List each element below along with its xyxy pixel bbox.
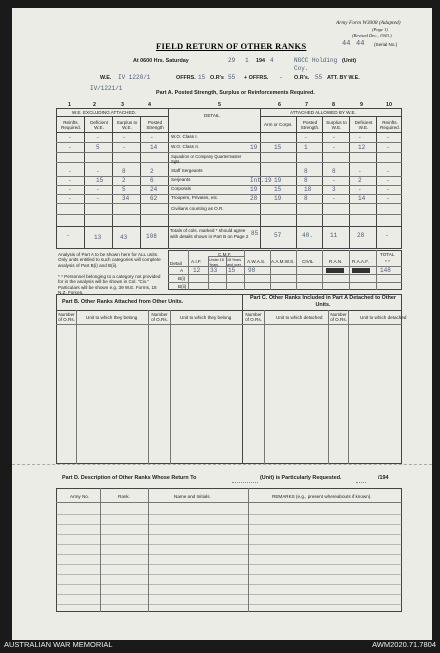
year-prefix: 194 bbox=[256, 58, 265, 64]
row-cell-c3: - bbox=[122, 144, 126, 151]
part-b-title: Part B. Other Ranks Attached from Other Units. bbox=[62, 299, 184, 305]
row-cell-c6: 19 bbox=[274, 195, 282, 202]
part-c-col-num: Number of O.Rs. bbox=[245, 312, 262, 322]
analysis-row-bi-label: B(i) bbox=[178, 276, 186, 281]
part-a-title: Part A. Posted Strength, Surplus or Reinforcements Required. bbox=[156, 90, 315, 96]
head-surplus: Surplus to W.E. bbox=[116, 120, 138, 130]
row-cell-c9: 12 bbox=[358, 144, 366, 151]
serial-label: (Serial No.) bbox=[374, 42, 398, 47]
offrs2-label: + OFFRS. bbox=[244, 75, 269, 81]
ors2-label: O.R's. bbox=[294, 75, 310, 81]
row-cell-c2: - bbox=[96, 195, 100, 202]
head-detail: DETAIL bbox=[204, 113, 220, 118]
redacted-ran bbox=[326, 268, 344, 273]
col-num-10: 10 bbox=[386, 102, 392, 108]
col-num-1: 1 bbox=[68, 102, 71, 108]
row-cell-c3: 2 bbox=[122, 177, 126, 184]
row-cell-c3: 34 bbox=[122, 195, 130, 202]
head-deficient-2: Deficient W.E. bbox=[354, 120, 373, 130]
row-cell-c5: Int.19 bbox=[250, 177, 272, 184]
head-reinfts-2: Reinfts. Required. bbox=[380, 120, 400, 130]
row-cell-c1: - bbox=[68, 168, 72, 175]
total-c4: 108 bbox=[146, 233, 157, 240]
row-cell-c4: 6 bbox=[150, 177, 154, 184]
analysis-head-awas: A.W.A.S. bbox=[247, 259, 266, 264]
total-c3: 43 bbox=[120, 234, 128, 241]
row-cell-c8: - bbox=[332, 177, 336, 184]
row-cell-c9: - bbox=[358, 168, 362, 175]
row-cell-c4: 2 bbox=[150, 168, 154, 175]
day-value: 29 bbox=[228, 57, 236, 64]
revised-ref: (Revised Dec., 1943.) bbox=[352, 33, 392, 38]
row-cell-c2: 15 bbox=[96, 177, 104, 184]
part-c-title: Part C. Other Ranks Included in Part A Detached to Other Units. bbox=[249, 295, 397, 308]
part-d-rule bbox=[56, 524, 402, 525]
row-divider bbox=[56, 185, 402, 186]
row-cell-c1: - bbox=[68, 144, 72, 151]
part-d-rule bbox=[56, 544, 402, 545]
analysis-note-2: * * Personnel belonging to a category not provided for in the analysis will be shown in Col. "Civ." Particulars will be shown e.g. 39 W.E. Forms, 18 N.Z. Forces. bbox=[58, 274, 161, 296]
cut-line bbox=[12, 464, 432, 465]
row-cell-c5: 28 bbox=[250, 195, 258, 202]
row-detail: Staff Sergeants bbox=[171, 168, 203, 173]
head-we-excl: W.E. EXCLUDING ATTACHED. bbox=[72, 110, 137, 115]
analysis-detail-label: Detail bbox=[170, 261, 182, 266]
row-divider bbox=[56, 203, 402, 204]
analysis-head-ran: R.A.N. bbox=[329, 259, 343, 264]
row-cell-c1: - bbox=[68, 195, 72, 202]
col-num-7: 7 bbox=[305, 102, 308, 108]
row-cell-c10: - bbox=[386, 195, 390, 202]
analysis-note-1: Analysis of Part A to be shown here for ALL units. Only units entitled to such categories will complete analysis of Part B(i) and B(ii). bbox=[58, 252, 161, 268]
analysis-cmf-label: C.M.F. bbox=[218, 252, 232, 257]
row-cell-c3: - bbox=[122, 134, 126, 141]
part-b-col-num-2: Number of O.Rs. bbox=[151, 312, 168, 322]
part-b-col-unit-2: Unit to which they belong bbox=[180, 315, 232, 320]
row-cell-c3: 5 bbox=[122, 186, 126, 193]
row-cell-c4: 14 bbox=[150, 144, 158, 151]
row-cell-c10: - bbox=[386, 168, 390, 175]
row-cell-c2: - bbox=[96, 186, 100, 193]
part-d-rule bbox=[56, 604, 402, 605]
row-cell-c1: - bbox=[68, 134, 72, 141]
part-d-title-b: (Unit) is Particularly Requested. bbox=[260, 475, 342, 481]
row-cell-c8: 8 bbox=[332, 168, 336, 175]
offrs-value: 15 bbox=[198, 74, 206, 81]
analysis-row-a-label: A bbox=[180, 268, 184, 273]
part-d-col-name: Name and Initials. bbox=[174, 494, 211, 499]
row-detail: Squadron or Company Quartermaster Sgts. bbox=[171, 154, 242, 164]
part-d-rule bbox=[56, 594, 402, 595]
total-c2: 13 bbox=[94, 234, 102, 241]
row-detail: W.O. Class I. bbox=[171, 134, 198, 139]
row-cell-c4: 24 bbox=[150, 186, 158, 193]
row-cell-c2: 5 bbox=[96, 144, 100, 151]
part-d-rule bbox=[56, 534, 402, 535]
total-c8: 11 bbox=[330, 232, 338, 239]
part-d-col-remarks: REMARKS (e.g., present whereabouts if known). bbox=[272, 494, 372, 499]
row-cell-c5: 19 bbox=[250, 186, 258, 193]
head-posted: Posted Strength bbox=[146, 120, 164, 130]
row-cell-c9: 14 bbox=[358, 195, 366, 202]
analysis-head-18plus: 18 Years and over. bbox=[227, 258, 242, 267]
col-num-2: 2 bbox=[93, 102, 96, 108]
row-cell-c10: - bbox=[386, 134, 390, 141]
row-cell-c6: 15 bbox=[274, 144, 282, 151]
year-suffix: 4 bbox=[270, 57, 274, 64]
row-cell-c8: - bbox=[332, 134, 336, 141]
row-detail: Troopers, Privates, etc. bbox=[171, 195, 219, 200]
at-hrs-label: At 0600 Hrs. Saturday bbox=[133, 58, 189, 64]
part-c-col-unit: Unit to which detached bbox=[276, 315, 323, 320]
part-c-col-unit-2: Unit to which detached bbox=[360, 315, 407, 320]
row-divider bbox=[56, 152, 402, 153]
part-b-col-unit: Unit to which they belong bbox=[86, 315, 138, 320]
analysis-a-aif: 12 bbox=[193, 267, 201, 274]
head-attached: ATTACHED ALLOWED BY W.E. bbox=[290, 110, 356, 115]
total-c7: 40. bbox=[302, 232, 313, 239]
row-cell-c4: - bbox=[150, 134, 154, 141]
row-divider bbox=[56, 142, 402, 143]
analysis-head-under18: Under 18 Years. bbox=[209, 258, 224, 267]
row-cell-c8: 3 bbox=[332, 186, 336, 193]
analysis-a-awas: 98 bbox=[248, 267, 256, 274]
row-cell-c1: - bbox=[68, 186, 72, 193]
part-b-col-num: Number of O.Rs. bbox=[58, 312, 75, 322]
row-cell-c7: 8 bbox=[304, 168, 308, 175]
att-label: ATT. BY W.E. bbox=[327, 75, 360, 81]
footer-right: AWM2020.71.7804 bbox=[372, 640, 436, 649]
row-divider bbox=[56, 214, 402, 215]
analysis-head-raaf: R.A.A.F. bbox=[352, 259, 369, 264]
row-cell-c7: 18 bbox=[304, 186, 312, 193]
row-cell-c5: 19 bbox=[250, 144, 258, 151]
we-value-2: IV/1221/1 bbox=[90, 85, 123, 92]
month-value: 1 bbox=[245, 57, 249, 64]
row-detail: W.O. Class II. bbox=[171, 144, 200, 149]
row-cell-c8: - bbox=[332, 144, 336, 151]
row-divider bbox=[56, 194, 402, 195]
analysis-head-aif: A.I.F. bbox=[191, 259, 202, 264]
row-cell-c7: 8 bbox=[304, 177, 308, 184]
part-d-title-a: Part D. Description of Other Ranks Whose Return To bbox=[62, 475, 197, 481]
ors2-value: 55 bbox=[315, 74, 323, 81]
part-d-col-army: Army No. bbox=[70, 494, 90, 499]
part-c-col-num-2: Number of O.Rs. bbox=[330, 312, 347, 322]
analysis-a-total: 148 bbox=[380, 267, 391, 274]
part-d-date-tail: /194 bbox=[378, 475, 389, 481]
col-num-4: 4 bbox=[148, 102, 151, 108]
part-d-col-rank: Rank. bbox=[118, 494, 131, 499]
row-cell-c6: 19 bbox=[274, 177, 282, 184]
unit-name: NGCC Holding Coy. bbox=[294, 57, 338, 72]
form-ref: Army Form W3008 (Adapted) bbox=[336, 20, 401, 26]
col-num-6: 6 bbox=[278, 102, 281, 108]
total-c1: - bbox=[66, 232, 70, 239]
serial-number: 44 bbox=[342, 40, 351, 48]
col-num-9: 9 bbox=[360, 102, 363, 108]
page-ref: (Page 1) bbox=[372, 27, 388, 32]
row-cell-c8: - bbox=[332, 195, 336, 202]
ors-label: O.R's bbox=[210, 75, 224, 81]
offrs2-value: - bbox=[279, 74, 283, 81]
analysis-a-18plus: 15 bbox=[228, 267, 236, 274]
row-cell-c9: - bbox=[358, 134, 362, 141]
part-d-rule bbox=[56, 564, 402, 565]
analysis-head-total: TOTAL bbox=[380, 252, 395, 257]
row-detail: Corporals bbox=[171, 186, 191, 191]
col-num-5: 5 bbox=[218, 102, 221, 108]
row-cell-c9: 2 bbox=[358, 177, 362, 184]
form-title: FIELD RETURN OF OTHER RANKS bbox=[156, 41, 307, 51]
head-deficient: Deficient W.E. bbox=[90, 120, 108, 130]
totals-label: Totals of cols. marked * should agree with details shown in Part B on Page 2 bbox=[170, 228, 249, 239]
row-cell-c9: - bbox=[358, 186, 362, 193]
row-detail: Serjeants bbox=[171, 177, 191, 182]
analysis-head-civil: CIVIL bbox=[302, 259, 314, 264]
head-reinfts: Reinfts. Required. bbox=[61, 120, 81, 130]
row-cell-c2: - bbox=[96, 168, 100, 175]
ors-value: 55 bbox=[228, 74, 236, 81]
part-d-rule bbox=[56, 574, 402, 575]
row-cell-c1: - bbox=[68, 177, 72, 184]
row-cell-c10: - bbox=[386, 177, 390, 184]
part-d-rule bbox=[56, 554, 402, 555]
analysis-a-under18: 33 bbox=[210, 267, 218, 274]
head-posted-2: Posted Strength. bbox=[300, 120, 320, 130]
col-num-8: 8 bbox=[332, 102, 335, 108]
head-arm: Arm or Corps. bbox=[264, 122, 293, 127]
row-cell-c10: - bbox=[386, 186, 390, 193]
unit-label: (Unit) bbox=[342, 58, 357, 64]
row-cell-c2: - bbox=[96, 134, 100, 141]
part-d-rule bbox=[56, 514, 402, 515]
row-cell-c3: 8 bbox=[122, 168, 126, 175]
row-cell-c6: 15 bbox=[274, 186, 282, 193]
row-cell-c7: 1 bbox=[304, 144, 308, 151]
total-c5: 85 bbox=[251, 230, 259, 237]
total-c6: 57 bbox=[274, 232, 282, 239]
col-num-3: 3 bbox=[121, 102, 124, 108]
row-cell-c7: - bbox=[304, 134, 308, 141]
document-sheet bbox=[12, 8, 432, 640]
analysis-head-other: * * bbox=[385, 259, 390, 264]
row-cell-c4: 62 bbox=[150, 195, 158, 202]
total-c9: 28 bbox=[357, 232, 365, 239]
row-detail: Civilians counting as O.R. bbox=[171, 206, 224, 211]
offrs-label: OFFRS. bbox=[176, 75, 196, 81]
analysis-row-bii-label: B(ii) bbox=[178, 284, 187, 289]
footer-left: AUSTRALIAN WAR MEMORIAL bbox=[4, 640, 113, 649]
redacted-raaf bbox=[352, 268, 370, 273]
part-d-rule bbox=[56, 584, 402, 585]
analysis-head-aamws: A.A.M.W.S. bbox=[271, 259, 295, 264]
row-cell-c10: - bbox=[386, 144, 390, 151]
we-value-1: IV 1220/1 bbox=[118, 74, 151, 81]
row-divider bbox=[56, 176, 402, 177]
row-cell-c7: 8 bbox=[304, 195, 308, 202]
total-c10: - bbox=[385, 232, 389, 239]
head-surplus-2: Surplus to W.E. bbox=[326, 120, 347, 130]
serial-number-2: 44 bbox=[356, 40, 365, 48]
we-label: W.E. bbox=[100, 75, 112, 81]
